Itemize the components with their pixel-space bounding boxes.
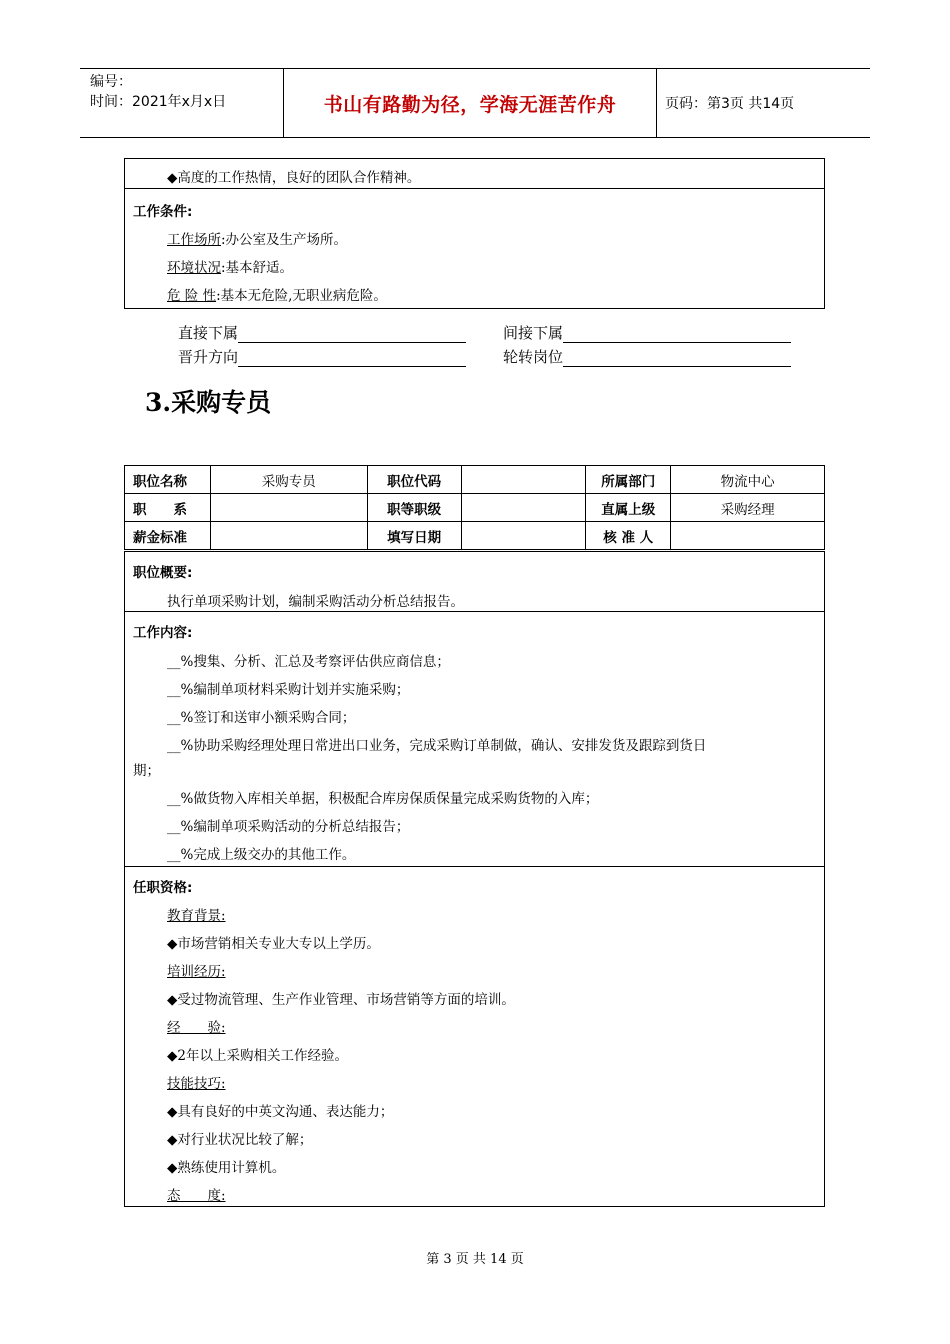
- rotation-blank: [563, 350, 791, 367]
- salary-label: 薪金标准: [125, 522, 211, 550]
- relations-row-2b: [503, 346, 791, 367]
- job-family-value: [210, 494, 367, 522]
- position-name-label: 职位名称: [125, 466, 211, 494]
- attitude-bullet: ◆高度的工作热情，良好的团队合作精神。: [167, 170, 421, 186]
- salary-value: [210, 522, 367, 550]
- attitude-continued-box: [124, 158, 825, 189]
- list-item: ◆对行业状况比较了解；: [167, 1132, 313, 1148]
- indirect-sub-blank: [563, 326, 791, 343]
- list-item: __%完成上级交办的其他工作。: [167, 847, 356, 863]
- approver-label: 核 准 人: [586, 522, 671, 550]
- section-title: 3.采购专员: [145, 388, 272, 417]
- skills-label: 技能技巧:: [167, 1076, 226, 1092]
- position-info-table: [124, 465, 825, 550]
- table-row: [125, 522, 825, 550]
- qualifications-box: [124, 866, 825, 1207]
- page-footer: 第 3 页 共 14 页: [426, 1252, 524, 1267]
- doc-date: 时间：2021年x月x日: [90, 94, 227, 110]
- header-motto: 书山有路勤为径，学海无涯苦作舟: [323, 93, 617, 116]
- promotion-label: 晋升方向: [178, 348, 239, 366]
- position-code-label: 职位代码: [367, 466, 461, 494]
- duties-label: 工作内容:: [133, 625, 193, 641]
- indirect-sub-label: 间接下属: [503, 324, 564, 342]
- list-item: __%协助采购经理处理日常进出口业务，完成采购订单制做，确认、安排发货及跟踪到货日: [167, 738, 707, 754]
- grade-label: 职等职级: [367, 494, 461, 522]
- summary-text: 执行单项采购计划，编制采购活动分析总结报告。: [167, 594, 464, 610]
- relations-row-1b: [503, 322, 791, 343]
- fill-date-value: [461, 522, 586, 550]
- header-motto-cell: [283, 69, 657, 137]
- list-item: __%编制单项采购活动的分析总结报告；: [167, 819, 410, 835]
- list-item: __%签订和送审小额采购合同；: [167, 710, 356, 726]
- header-page-info: 页码：第3页 共14页: [665, 96, 795, 112]
- danger-row: [167, 284, 387, 304]
- environment-row: [167, 256, 293, 276]
- approver-value: [671, 522, 825, 550]
- supervisor-label: 直属上级: [586, 494, 671, 522]
- summary-box: [124, 551, 825, 612]
- list-item: 期；: [133, 763, 160, 779]
- experience-text: ◆2年以上采购相关工作经验。: [167, 1048, 348, 1064]
- table-row: [125, 494, 825, 522]
- education-text: ◆市场营销相关专业大专以上学历。: [167, 936, 380, 952]
- fill-date-label: 填写日期: [367, 522, 461, 550]
- supervisor-value: 采购经理: [671, 494, 825, 522]
- list-item: ◆具有良好的中英文沟通、表达能力；: [167, 1104, 394, 1120]
- list-item: __%搜集、分析、汇总及考察评估供应商信息；: [167, 654, 450, 670]
- attitude-label: 态 度:: [167, 1188, 226, 1204]
- danger-label: 危 险 性: [167, 288, 217, 304]
- grade-value: [461, 494, 586, 522]
- job-family-label: 职 系: [125, 494, 211, 522]
- environment-value: :基本舒适。: [221, 260, 294, 276]
- training-text: ◆受过物流管理、生产作业管理、市场营销等方面的培训。: [167, 992, 515, 1008]
- duties-box: [124, 611, 825, 867]
- danger-value: :基本无危险,无职业病危险。: [216, 288, 387, 304]
- position-name-value: 采购专员: [210, 466, 367, 494]
- header-meta: [80, 69, 283, 137]
- work-conditions-label: 工作条件:: [133, 204, 193, 220]
- position-code-value: [461, 466, 586, 494]
- promotion-blank: [238, 350, 466, 367]
- table-row: [125, 466, 825, 494]
- work-conditions-box: [124, 188, 825, 309]
- workplace-row: [167, 228, 347, 248]
- workplace-value: :办公室及生产场所。: [221, 232, 348, 248]
- environment-label: 环境状况: [167, 260, 221, 276]
- doc-number-label: 编号：: [90, 74, 132, 90]
- list-item: ◆熟练使用计算机。: [167, 1160, 286, 1176]
- education-label: 教育背景:: [167, 908, 226, 924]
- rotation-label: 轮转岗位: [503, 348, 564, 366]
- list-item: __%做货物入库相关单据，积极配合库房保质保量完成采购货物的入库；: [167, 791, 599, 807]
- page-header: [80, 68, 870, 138]
- header-page-cell: [655, 69, 870, 137]
- summary-label: 职位概要:: [133, 565, 193, 581]
- list-item: __%编制单项材料采购计划并实施采购；: [167, 682, 410, 698]
- workplace-label: 工作场所: [167, 232, 221, 248]
- relations-row-2: [178, 346, 466, 367]
- department-label: 所属部门: [586, 466, 671, 494]
- qualifications-label: 任职资格:: [133, 880, 193, 896]
- experience-label: 经 验:: [167, 1020, 226, 1036]
- training-label: 培训经历:: [167, 964, 226, 980]
- direct-sub-blank: [238, 326, 466, 343]
- relations-row-1: [178, 322, 466, 343]
- direct-sub-label: 直接下属: [178, 324, 239, 342]
- department-value: 物流中心: [671, 466, 825, 494]
